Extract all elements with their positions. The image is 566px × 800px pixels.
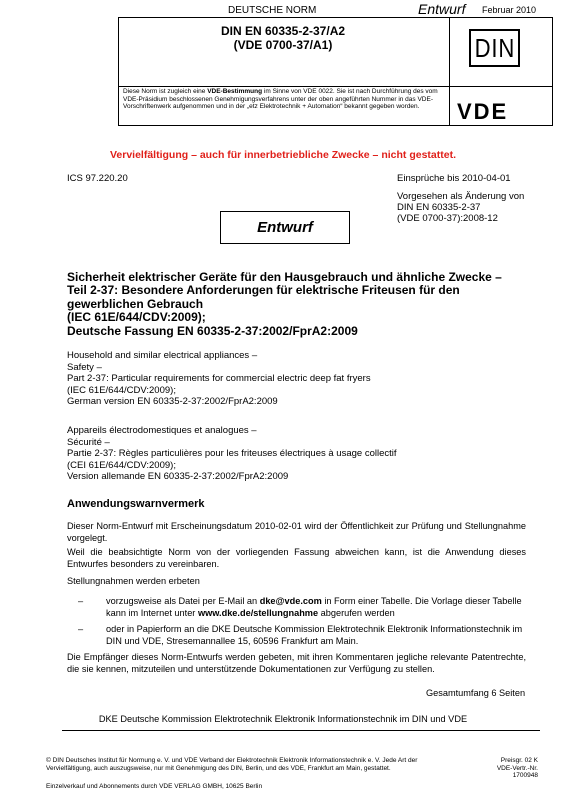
- list-item-email-text: [106, 596, 526, 620]
- vorgesehen-line2: DIN EN 60335-2-37: [397, 202, 481, 213]
- ics-code: ICS 97.220.20: [67, 173, 128, 184]
- vde-note-bold: VDE-Bestimmung: [207, 88, 263, 95]
- anwendung-heading: Anwendungswarnvermerk: [67, 498, 205, 510]
- title-german-line: Sicherheit elektrischer Geräte für den Hausgebrauch und ähnliche Zwecke –: [67, 270, 502, 284]
- title-english-line: Part 2-37: Particular requirements for commercial electric deep fat fryers: [67, 373, 371, 384]
- vorgesehen-line3: (VDE 0700-37):2008-12: [397, 213, 498, 224]
- reproduction-warning: Vervielfältigung – auch für innerbetriebliche Zwecke – nicht gestattet.: [109, 149, 456, 161]
- norm-number: [118, 24, 448, 52]
- copyright-notice: © DIN Deutsches Institut für Normung e. V. und VDE Verband der Elektrotechnik Elektronik Informationstechnik e. V. Jede Art der Vervielfältigung, auch auszugsweise, nur mit Genehmigung des DIN, Berlin, und des VDE, Frankfurt am Main, gestattet.: [46, 757, 418, 772]
- footer-rule: [62, 730, 540, 731]
- header-entwurf: Entwurf: [418, 1, 466, 17]
- title-german-line: gewerblichen Gebrauch: [67, 296, 204, 311]
- list-item-paper-text: oder in Papierform an die DKE Deutsche Kommission Elektrotechnik Elektronik Informationstechnik im DIN und VDE, Stresemannallee 15, 60596 Frankfurt am Main.: [106, 624, 523, 646]
- vde-contract-number: VDE-Vertr.-Nr. 1700948: [496, 764, 538, 780]
- anwendung-paragraph-4: Die Empfänger dieses Norm-Entwurfs werden gebeten, mit ihren Kommentaren jegliche relevante Patentrechte, die sie kennen, mitzuteilen und unterstützende Dokumentationen zur Verfügung zu stellen.: [67, 652, 526, 674]
- sales-note: Einzelverkauf und Abonnements durch VDE VERLAG GMBH, 10625 Berlin: [46, 783, 263, 790]
- title-german-line: Deutsche Fassung EN 60335-2-37:2002/FprA2:2009: [67, 323, 358, 338]
- anwendung-paragraph-2: Weil die beabsichtigte Norm von der vorliegenden Fassung abweichen kann, ist die Anwendung dieses Entwurfes besonders zu vereinbaren.: [67, 547, 526, 569]
- din-logo-text: DIN: [474, 32, 515, 63]
- einsprueche-date: Einsprüche bis 2010-04-01: [397, 173, 511, 184]
- frame-divider-horizontal: [119, 86, 552, 87]
- page-count: Gesamtumfang 6 Seiten: [426, 688, 526, 698]
- list-item-email-suffix: abgerufen werden: [318, 607, 395, 618]
- title-german-line: Teil 2-37: Besondere Anforderungen für elektrische Friteusen für den: [67, 283, 460, 298]
- title-french-line: (CEI 61E/644/CDV:2009);: [67, 459, 176, 471]
- vde-note: [123, 88, 445, 111]
- vorgesehen-line1: Vorgesehen als Änderung von: [397, 191, 525, 202]
- list-dash: –: [78, 624, 84, 634]
- frame-divider-vertical: [449, 18, 450, 125]
- title-english: [67, 350, 537, 408]
- title-german: [67, 271, 537, 338]
- title-german-line: (IEC 61E/644/CDV:2009);: [67, 310, 206, 325]
- title-french-line: Partie 2-37: Règles particulières pour les friteuses électriques à usage collectif: [67, 448, 397, 459]
- norm-number-line1: DIN EN 60335-2-37/A2: [220, 24, 346, 38]
- title-french-line: Sécurité –: [67, 436, 110, 448]
- anwendung-paragraph-1: Dieser Norm-Entwurf mit Erscheinungsdatum 2010-02-01 wird der Öffentlichkeit zur Prüfung und Stellungnahme vorgelegt.: [67, 521, 526, 543]
- title-french-line: Appareils électrodomestiques et analogues –: [67, 425, 257, 436]
- list-dash: –: [78, 596, 84, 606]
- vde-note-pre: Diese Norm ist zugleich eine: [123, 88, 208, 95]
- vorgesehen-note: [397, 191, 557, 224]
- din-logo: [469, 29, 520, 67]
- list-item-email-middle: in Form einer Tabelle. Die Vorlage dieser Tabelle kann im Internet unter: [106, 596, 522, 618]
- list-item-email-prefix: vorzugsweise als Datei per E-Mail an: [106, 596, 260, 606]
- title-english-line: Household and similar electrical appliances –: [67, 350, 258, 361]
- title-french: [67, 425, 537, 483]
- entwurf-stamp: Entwurf: [220, 211, 350, 244]
- vde-logo: VDE: [457, 99, 509, 124]
- price-info: [478, 757, 538, 780]
- title-english-line: German version EN 60335-2-37:2002/FprA2:2009: [67, 396, 278, 407]
- stellungnahme-url-link[interactable]: www.dke.de/stellungnahme: [197, 607, 319, 618]
- header-date: Februar 2010: [482, 5, 537, 15]
- header-norm-label: DEUTSCHE NORM: [228, 5, 317, 16]
- title-french-line: Version allemande EN 60335-2-37:2002/FprA2:2009: [67, 471, 289, 482]
- email-link[interactable]: dke@vde.com: [259, 596, 322, 606]
- anwendung-paragraph-3: Stellungnahmen werden erbeten: [67, 576, 200, 586]
- dke-line: DKE Deutsche Kommission Elektrotechnik Elektronik Informationstechnik im DIN und VDE: [98, 714, 468, 724]
- price-group: Preisgr. 02 K: [500, 757, 538, 764]
- title-english-line: (IEC 61E/644/CDV:2009);: [67, 384, 176, 396]
- norm-number-line2: (VDE 0700-37/A1): [233, 38, 333, 52]
- vde-note-post: im Sinne von VDE 0022. Sie ist nach Durchführung des vom VDE-Präsidium beschlossenen Genehmigungsverfahrens unter der oben angeführten Nummer in das VDE-Vorschriftenwerk aufgenommen und in der „etz Elektrotechnik + Automation“ bekannt gegeben worden.: [123, 88, 438, 111]
- title-english-line: Safety –: [67, 361, 102, 373]
